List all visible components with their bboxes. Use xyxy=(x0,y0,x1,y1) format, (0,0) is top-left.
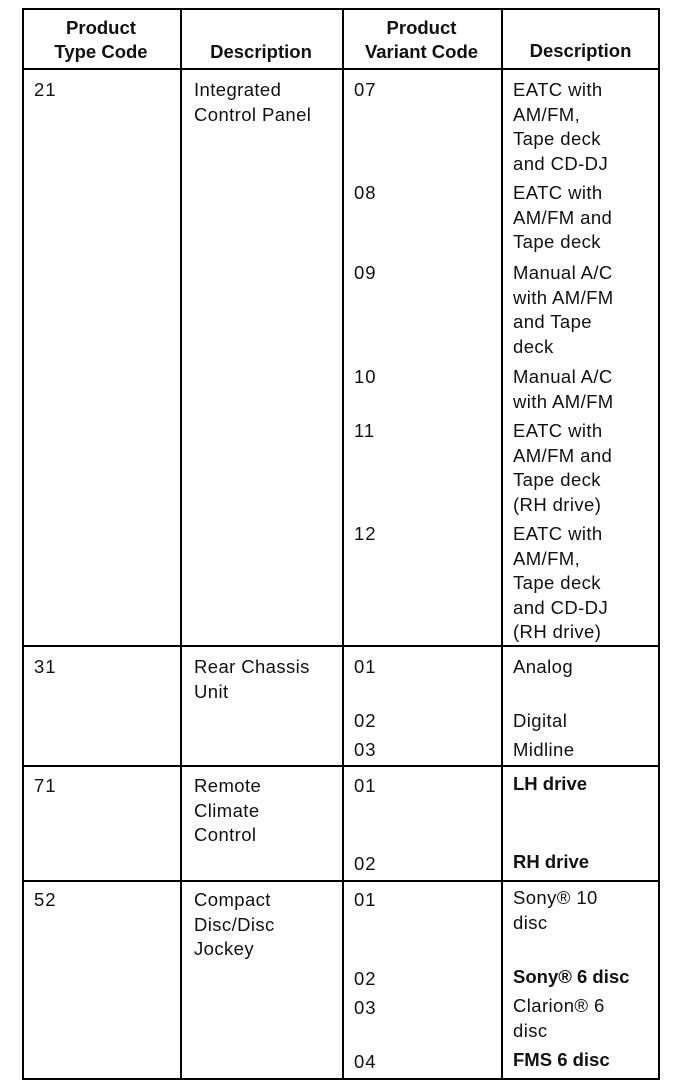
type-description: Compact Disc/Disc Jockey xyxy=(194,889,275,960)
variant-description: LH drive xyxy=(513,773,588,794)
product-code-table xyxy=(22,8,660,1080)
variant-code: 04 xyxy=(354,1051,377,1072)
variant-description: Digital xyxy=(513,710,568,731)
variant-description: Sony® 6 disc xyxy=(513,966,630,987)
variant-code: 03 xyxy=(354,739,377,760)
variant-description: Manual A/C with AM/FM and Tape deck xyxy=(513,262,614,357)
variant-description: RH drive xyxy=(513,851,590,872)
variant-description: EATC with AM/FM, Tape deck and CD-DJ (RH drive) xyxy=(513,523,609,643)
group-divider xyxy=(22,645,660,647)
variant-code: 02 xyxy=(354,710,377,731)
variant-code: 08 xyxy=(354,182,377,203)
variant-description: Clarion® 6 disc xyxy=(513,995,605,1041)
variant-code: 03 xyxy=(354,997,377,1018)
variant-code: 01 xyxy=(354,889,377,910)
type-code: 52 xyxy=(34,889,57,910)
variant-code: 01 xyxy=(354,775,377,796)
variant-code: 11 xyxy=(354,420,376,441)
header-variant-description: Description xyxy=(529,40,632,61)
variant-code: 01 xyxy=(354,656,377,677)
variant-code: 07 xyxy=(354,79,377,100)
type-code: 31 xyxy=(34,656,57,677)
header-divider xyxy=(22,68,660,70)
variant-code: 02 xyxy=(354,853,377,874)
variant-description: Manual A/C with AM/FM xyxy=(513,366,614,412)
variant-description: EATC with AM/FM and Tape deck xyxy=(513,182,613,253)
type-description: Remote Climate Control xyxy=(194,775,262,846)
column-divider xyxy=(342,8,344,1080)
variant-code: 02 xyxy=(354,968,377,989)
header-type-description: Description xyxy=(210,41,312,62)
variant-description: EATC with AM/FM, Tape deck and CD-DJ xyxy=(513,79,609,174)
type-code: 71 xyxy=(34,775,57,796)
variant-description: FMS 6 disc xyxy=(513,1049,610,1070)
variant-code: 12 xyxy=(354,523,377,544)
variant-description: Analog xyxy=(513,656,574,677)
header-product-variant-code: Product Variant Code xyxy=(364,17,479,62)
type-code: 21 xyxy=(34,79,57,100)
type-description: Rear Chassis Unit xyxy=(194,656,310,702)
variant-code: 09 xyxy=(354,262,377,283)
variant-description: Sony® 10 disc xyxy=(513,887,598,933)
group-divider xyxy=(22,880,660,882)
column-divider xyxy=(501,8,503,1080)
column-divider xyxy=(180,8,182,1080)
variant-code: 10 xyxy=(354,366,377,387)
type-description: Integrated Control Panel xyxy=(194,79,312,125)
header-product-type-code: Product Type Code xyxy=(54,17,148,62)
variant-description: EATC with AM/FM and Tape deck (RH drive) xyxy=(513,420,613,515)
variant-description: Midline xyxy=(513,739,575,760)
group-divider xyxy=(22,765,660,767)
